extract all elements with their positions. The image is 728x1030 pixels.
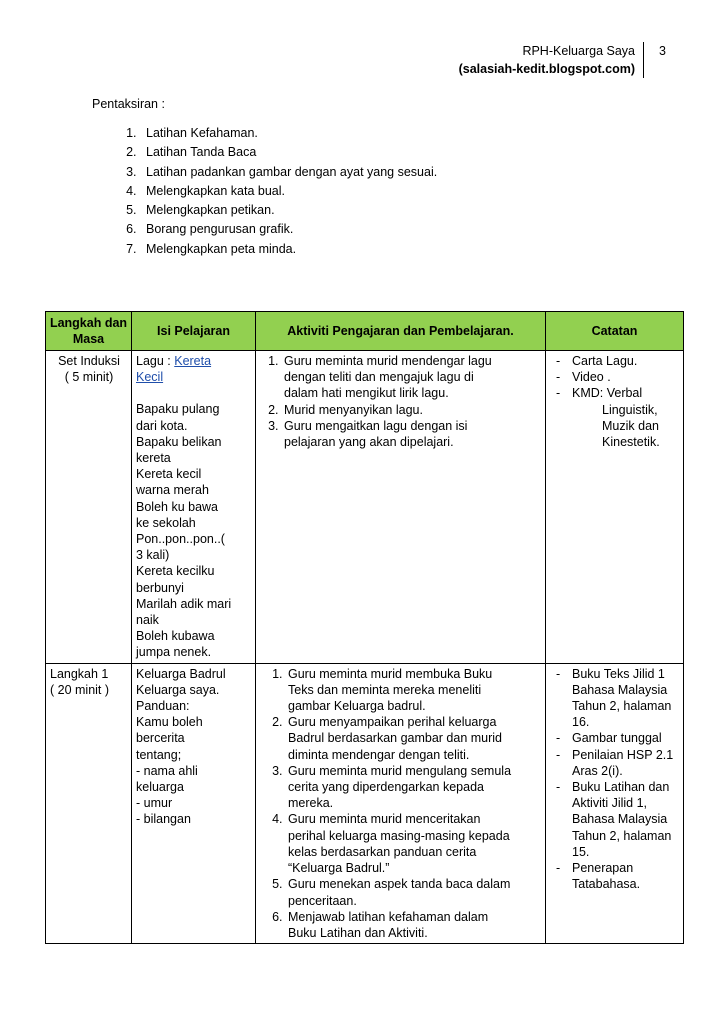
header-notes: Catatan — [546, 312, 684, 351]
content-line: - umur — [136, 796, 173, 811]
note-item: - Video . — [556, 370, 611, 385]
page-header — [459, 42, 644, 78]
activity-cell — [256, 663, 546, 943]
note-item: - Penilaian HSP 2.1 Aras 2(i). — [556, 747, 674, 778]
assessment-item: 4. Melengkapkan kata bual. — [140, 182, 437, 201]
header-content: Isi Pelajaran — [132, 312, 256, 351]
content-line: Panduan: — [136, 699, 190, 714]
content-line: Keluarga Badrul — [136, 666, 226, 681]
activity-item: 4. Guru meminta murid menceritakan perihal keluarga masing-masing kepada kelas berdasarkan panduan cerita “Keluarga Badrul.” — [286, 811, 542, 876]
content-cell — [132, 663, 256, 943]
notes-cell — [546, 351, 684, 664]
step-cell — [46, 351, 132, 664]
activity-item: 5. Guru menekan aspek tanda baca dalam penceritaan. — [286, 876, 542, 908]
lyric-line: Bapaku belikan — [136, 434, 222, 449]
source-blog: (salasiah-kedit.blogspot.com) — [458, 62, 635, 76]
song-prefix: Lagu : — [136, 354, 175, 368]
notes-list — [550, 666, 680, 893]
notes-list — [550, 353, 680, 450]
step-cell — [46, 663, 132, 943]
table-row — [46, 351, 684, 664]
activity-item: 1. Guru meminta murid mendengar lagu dengan teliti dan mengajuk lagu di dalam hati mengikut lirik lagu. — [282, 353, 542, 402]
lyric-line: Boleh ku bawa — [136, 499, 219, 514]
lyric-line: dari kota. — [136, 418, 188, 433]
content-line: tentang; — [136, 747, 182, 762]
song-link[interactable]: Kereta — [174, 354, 212, 368]
activity-list — [260, 666, 542, 941]
assessment-item: 2. Latihan Tanda Baca — [140, 143, 437, 162]
activity-list — [260, 353, 542, 450]
lyric-line: kereta — [136, 451, 171, 466]
lyric-line: warna merah — [136, 483, 209, 498]
lyric-line: Kereta kecilku — [136, 564, 215, 579]
activity-cell — [256, 351, 546, 664]
lyric-line: Marilah adik mari — [136, 596, 232, 611]
assessment-item: 5. Melengkapkan petikan. — [140, 201, 437, 220]
content-line: Kamu boleh — [136, 715, 203, 730]
lyric-line: 3 kali) — [136, 548, 170, 563]
content-line: - nama ahli — [136, 763, 198, 778]
assessment-item: 6. Borang pengurusan grafik. — [140, 220, 437, 239]
table-row — [46, 663, 684, 943]
lesson-plan-table — [45, 311, 684, 944]
assessment-list — [100, 124, 437, 259]
note-item: - KMD: Verbal Linguistik, Muzik dan Kinestetik. — [556, 386, 660, 450]
lyric-line: naik — [136, 613, 159, 628]
activity-item: 1. Guru meminta murid membuka Buku Teks dan meminta mereka meneliti gambar Keluarga badrul. — [286, 666, 542, 715]
note-item: - Carta Lagu. — [556, 354, 638, 368]
notes-cell — [546, 663, 684, 943]
content-line: bercerita — [136, 731, 185, 746]
song-title — [136, 353, 252, 369]
lyric-line: Bapaku pulang — [136, 402, 220, 417]
page-number: 3 — [659, 44, 666, 58]
assessment-item: 3. Latihan padankan gambar dengan ayat yang sesuai. — [140, 163, 437, 182]
content-line: - bilangan — [136, 812, 191, 827]
step-name: Langkah 1 — [50, 666, 109, 681]
assessment-item: 7. Melengkapkan peta minda. — [140, 240, 437, 259]
note-item: - Gambar tunggal — [556, 731, 662, 746]
activity-item: 2. Guru menyampaikan perihal keluarga Badrul berdasarkan gambar dan murid diminta mendengar dengan teliti. — [286, 714, 542, 763]
content-cell — [132, 351, 256, 664]
song-link-continued[interactable]: Kecil — [136, 370, 164, 385]
note-item: - Buku Teks Jilid 1 Bahasa Malaysia Tahun 2, halaman 16. — [556, 666, 672, 730]
step-duration: ( 20 minit ) — [50, 682, 110, 697]
content-line: keluarga — [136, 780, 184, 795]
header-activity: Aktiviti Pengajaran dan Pembelajaran. — [256, 312, 546, 351]
lyric-line: Kereta kecil — [136, 467, 202, 482]
lyric-line: Pon..pon..pon..( — [136, 532, 225, 547]
table-header-row — [46, 312, 684, 351]
header-step: Langkah dan Masa — [46, 312, 132, 351]
activity-item: 3. Guru meminta murid mengulang semula cerita yang diperdengarkan kepada mereka. — [286, 763, 542, 812]
assessment-label: Pentaksiran : — [92, 97, 165, 111]
lyric-line: Boleh kubawa — [136, 629, 215, 644]
content-line: Keluarga saya. — [136, 682, 220, 697]
activity-item: 6. Menjawab latihan kefahaman dalam Buku Latihan dan Aktiviti. — [286, 909, 542, 941]
lyric-line: jumpa nenek. — [136, 645, 212, 660]
activity-item: 2. Murid menyanyikan lagu. — [282, 402, 542, 418]
note-item: - Penerapan Tatabahasa. — [556, 861, 641, 892]
assessment-item: 1. Latihan Kefahaman. — [140, 124, 437, 143]
document-title: RPH-Keluarga Saya — [522, 44, 635, 58]
step-duration: ( 5 minit) — [64, 370, 114, 385]
note-item: - Buku Latihan dan Aktiviti Jilid 1, Bahasa Malaysia Tahun 2, halaman 15. — [556, 780, 672, 859]
lyric-line: ke sekolah — [136, 515, 196, 530]
activity-item: 3. Guru mengaitkan lagu dengan isi pelajaran yang akan dipelajari. — [282, 418, 542, 450]
lyric-line: berbunyi — [136, 580, 184, 595]
step-name: Set Induksi — [58, 354, 120, 368]
